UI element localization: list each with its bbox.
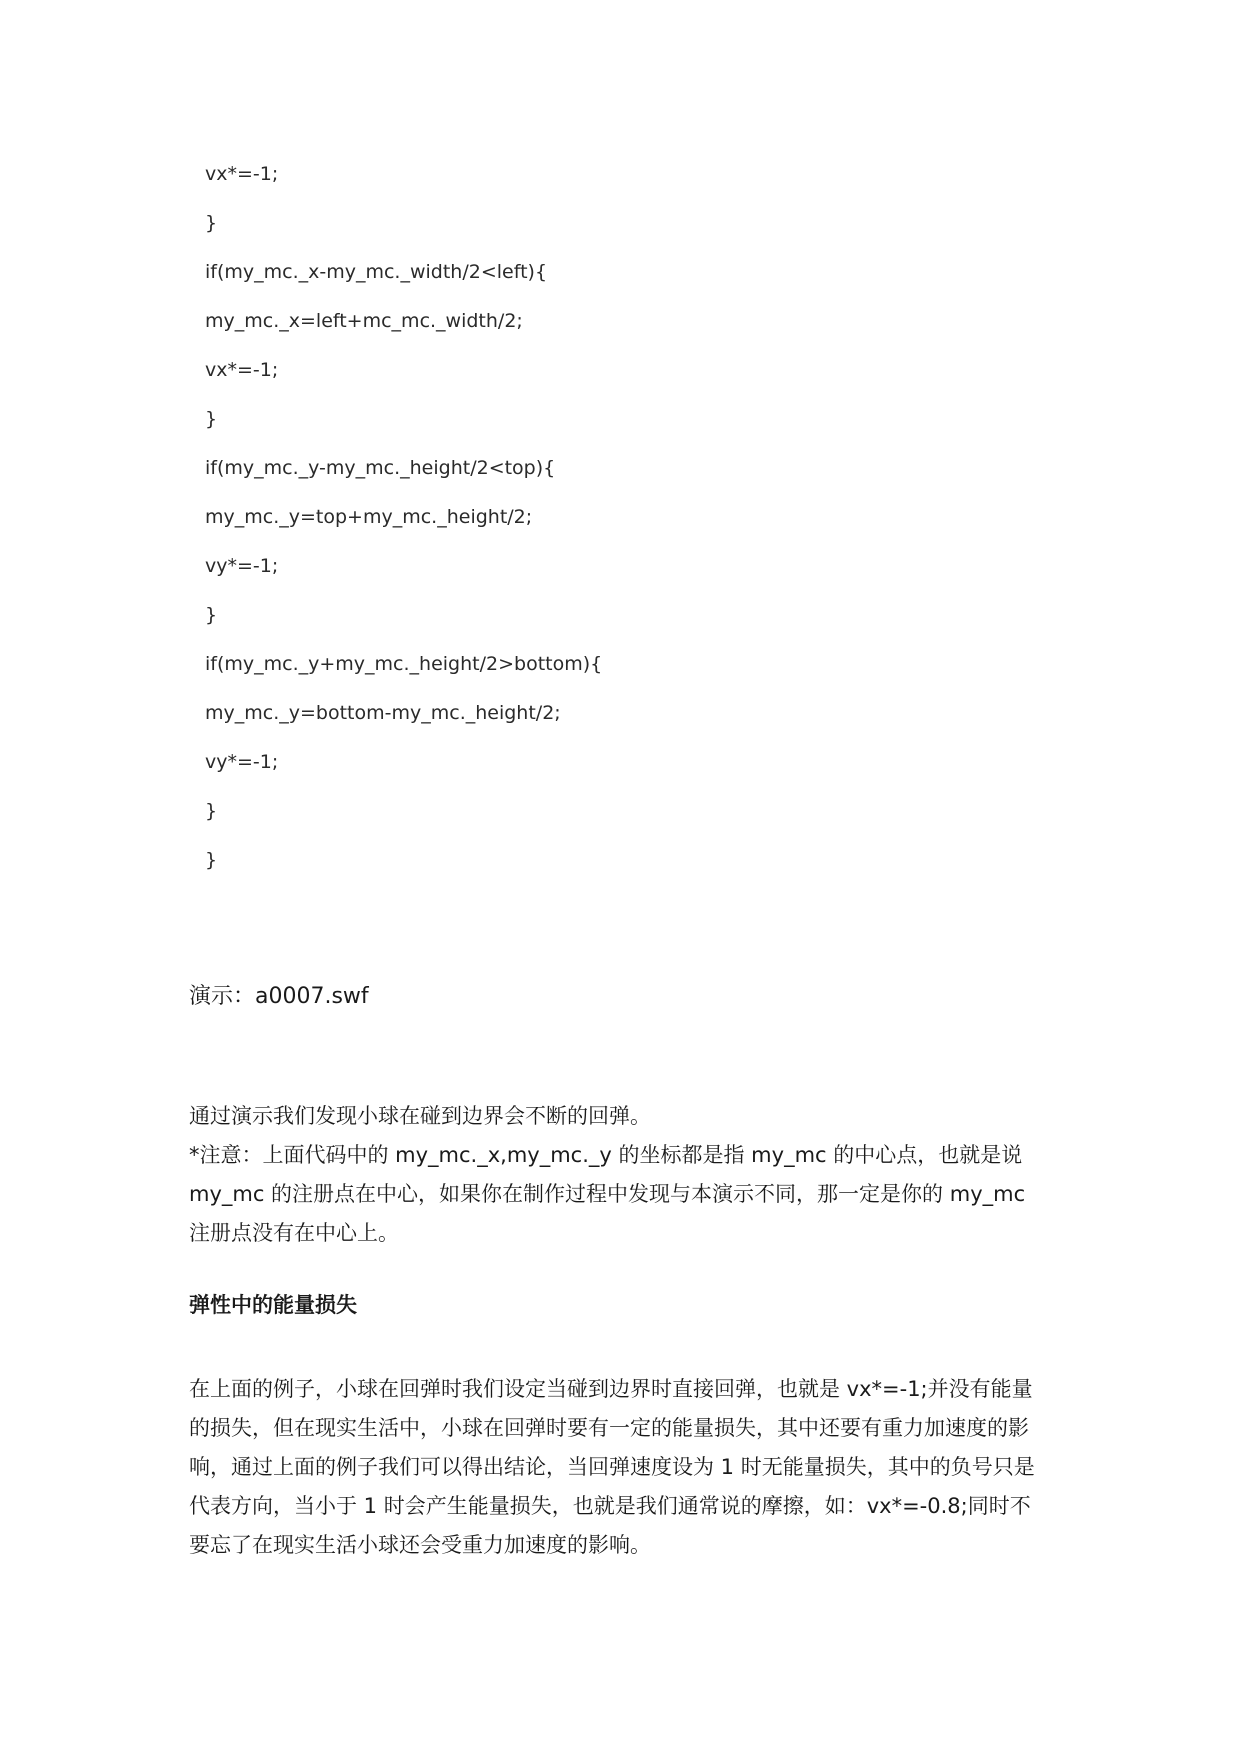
- paragraph-line: 在上面的例子，小球在回弹时我们设定当碰到边界时直接回弹，也就是 vx*=-1;并没有能量: [189, 1377, 1033, 1401]
- code-line: }: [205, 604, 218, 626]
- paragraph-line: 响，通过上面的例子我们可以得出结论，当回弹速度设为 1 时无能量损失，其中的负号只是: [189, 1455, 1035, 1479]
- code-line: if(my_mc._x-my_mc._width/2<left){: [205, 261, 548, 283]
- code-line: if(my_mc._y-my_mc._height/2<top){: [205, 457, 556, 479]
- paragraph-line: 通过演示我们发现小球在碰到边界会不断的回弹。: [189, 1104, 651, 1128]
- code-line: my_mc._x=left+mc_mc._width/2;: [205, 310, 523, 332]
- code-line: vx*=-1;: [205, 359, 279, 381]
- intro-paragraph: [189, 1097, 1057, 1253]
- code-line: vx*=-1;: [205, 163, 279, 185]
- paragraph-line: 代表方向，当小于 1 时会产生能量损失，也就是我们通常说的摩擦，如：vx*=-0.8;同时不: [189, 1494, 1031, 1518]
- code-line: }: [205, 408, 218, 430]
- code-line: }: [205, 849, 218, 871]
- code-block: [205, 160, 1105, 895]
- code-line: my_mc._y=bottom-my_mc._height/2;: [205, 702, 561, 724]
- code-line: vy*=-1;: [205, 751, 279, 773]
- section-heading: 弹性中的能量损失: [189, 1293, 357, 1317]
- code-line: }: [205, 800, 218, 822]
- paragraph-line: 注册点没有在中心上。: [189, 1221, 399, 1245]
- code-line: if(my_mc._y+my_mc._height/2>bottom){: [205, 653, 603, 675]
- paragraph-line: *注意：上面代码中的 my_mc._x,my_mc._y 的坐标都是指 my_mc 的中心点，也就是说: [189, 1143, 1023, 1167]
- paragraph-line: 要忘了在现实生活小球还会受重力加速度的影响。: [189, 1533, 651, 1557]
- paragraph-line: my_mc 的注册点在中心，如果你在制作过程中发现与本演示不同，那一定是你的 my_mc: [189, 1182, 1026, 1206]
- section-paragraph: [189, 1370, 1057, 1565]
- code-line: }: [205, 212, 218, 234]
- code-line: my_mc._y=top+my_mc._height/2;: [205, 506, 533, 528]
- paragraph-line: 的损失，但在现实生活中，小球在回弹时要有一定的能量损失，其中还要有重力加速度的影: [189, 1416, 1029, 1440]
- demo-reference: 演示：a0007.swf: [189, 984, 369, 1009]
- code-line: vy*=-1;: [205, 555, 279, 577]
